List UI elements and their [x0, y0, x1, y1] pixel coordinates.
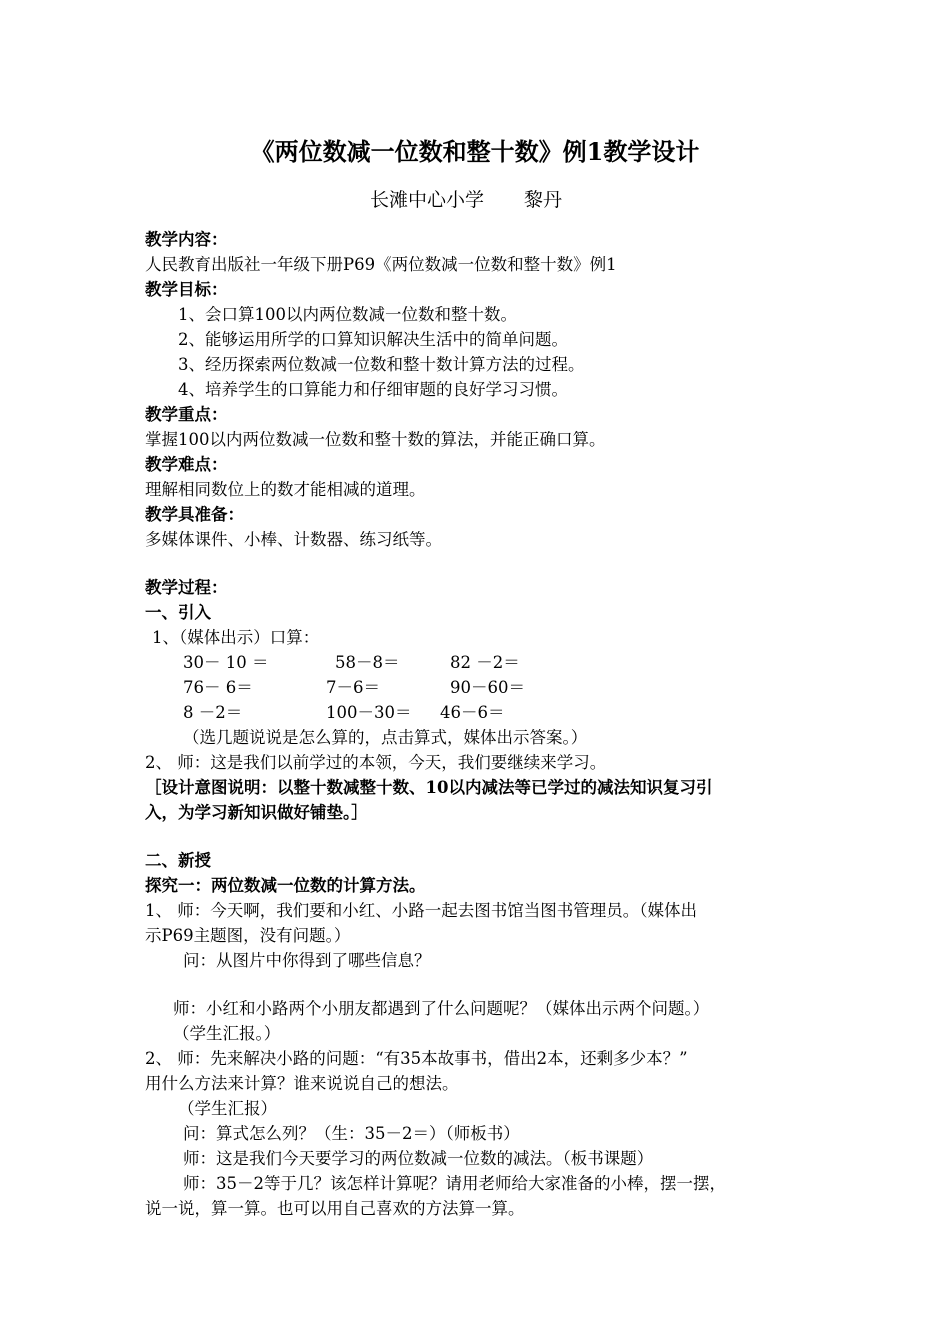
difficulty-text: 理解相同数位上的数才能相减的道理。 — [145, 480, 426, 499]
author-line — [370, 186, 562, 214]
body-line: 师：35－2等于几？该怎样计算呢？请用老师给大家准备的小棒，摆一摆， — [183, 1174, 726, 1193]
process-heading: 教学过程： — [145, 578, 228, 597]
explore1-heading: 探究一：两位数减一位数的计算方法。 — [145, 876, 426, 895]
intro-item2: 2、 师：这是我们以前学过的本领，今天，我们要继续来学习。 — [145, 753, 607, 772]
equation: 90－60＝ — [450, 678, 525, 697]
materials-heading: 教学具准备： — [145, 505, 244, 524]
goal-item: 1、会口算100以内两位数减一位数和整十数。 — [178, 305, 517, 324]
body-line: 师：这是我们今天要学习的两位数减一位数的减法。（板书课题） — [183, 1149, 654, 1168]
equation: 76－ 6＝ — [183, 678, 253, 697]
equation: 8 －2＝ — [183, 703, 243, 722]
body-line: 1、 师：今天啊，我们要和小红、小路一起去图书馆当图书管理员。（媒体出 — [145, 901, 697, 920]
equation: 100－30＝ — [326, 703, 412, 722]
body-line: 师：小红和小路两个小朋友都遇到了什么问题呢？（媒体出示两个问题。） — [173, 999, 710, 1018]
body-line: （学生汇报） — [178, 1099, 277, 1118]
author-school: 长滩中心小学 — [370, 189, 485, 211]
intro-heading: 一、引入 — [145, 603, 211, 622]
goals-heading: 教学目标： — [145, 280, 228, 299]
equation: 58－8＝ — [335, 653, 400, 672]
body-line: 2、 师：先来解决小路的问题：“有35本故事书，借出2本，还剩多少本？” — [145, 1049, 688, 1068]
goal-item: 2、能够运用所学的口算知识解决生活中的简单问题。 — [178, 330, 568, 349]
content-text: 人民教育出版社一年级下册P69《两位数减一位数和整十数》例1 — [145, 255, 617, 274]
equation: 46－6＝ — [440, 703, 505, 722]
body-line: （学生汇报。） — [173, 1024, 281, 1043]
equation: 7－6＝ — [326, 678, 380, 697]
body-line: 问：算式怎么列？（生：35－2＝）（师板书） — [183, 1124, 520, 1143]
keypoint-heading: 教学重点： — [145, 405, 228, 424]
intro-item1: 1、（媒体出示）口算： — [152, 628, 320, 647]
author-name: 黎丹 — [524, 189, 563, 211]
design-intent-line: 入，为学习新知识做好铺垫。］ — [145, 803, 368, 822]
new-heading: 二、新授 — [145, 851, 211, 870]
body-line: 示P69主题图，没有问题。） — [145, 926, 351, 945]
body-line: 说一说，算一算。也可以用自己喜欢的方法算一算。 — [145, 1199, 525, 1218]
content-heading: 教学内容： — [145, 230, 228, 249]
equation: 82 －2＝ — [450, 653, 520, 672]
goal-item: 3、经历探索两位数减一位数和整十数计算方法的过程。 — [178, 355, 585, 374]
body-line: 用什么方法来计算？谁来说说自己的想法。 — [145, 1074, 459, 1093]
materials-text: 多媒体课件、小棒、计数器、练习纸等。 — [145, 530, 442, 549]
goal-item: 4、培养学生的口算能力和仔细审题的良好学习习惯。 — [178, 380, 568, 399]
intro-note: （选几题说说是怎么算的，点击算式，媒体出示答案。） — [183, 728, 588, 747]
design-intent-line: ［设计意图说明：以整十数减整十数、10以内减法等已学过的减法知识复习引 — [145, 778, 713, 797]
keypoint-text: 掌握100以内两位数减一位数和整十数的算法，并能正确口算。 — [145, 430, 606, 449]
equation: 30－ 10 ＝ — [183, 653, 269, 672]
document-title: 《两位数减一位数和整十数》例1教学设计 — [250, 137, 700, 166]
body-line: 问：从图片中你得到了哪些信息？ — [183, 951, 431, 970]
difficulty-heading: 教学难点： — [145, 455, 228, 474]
